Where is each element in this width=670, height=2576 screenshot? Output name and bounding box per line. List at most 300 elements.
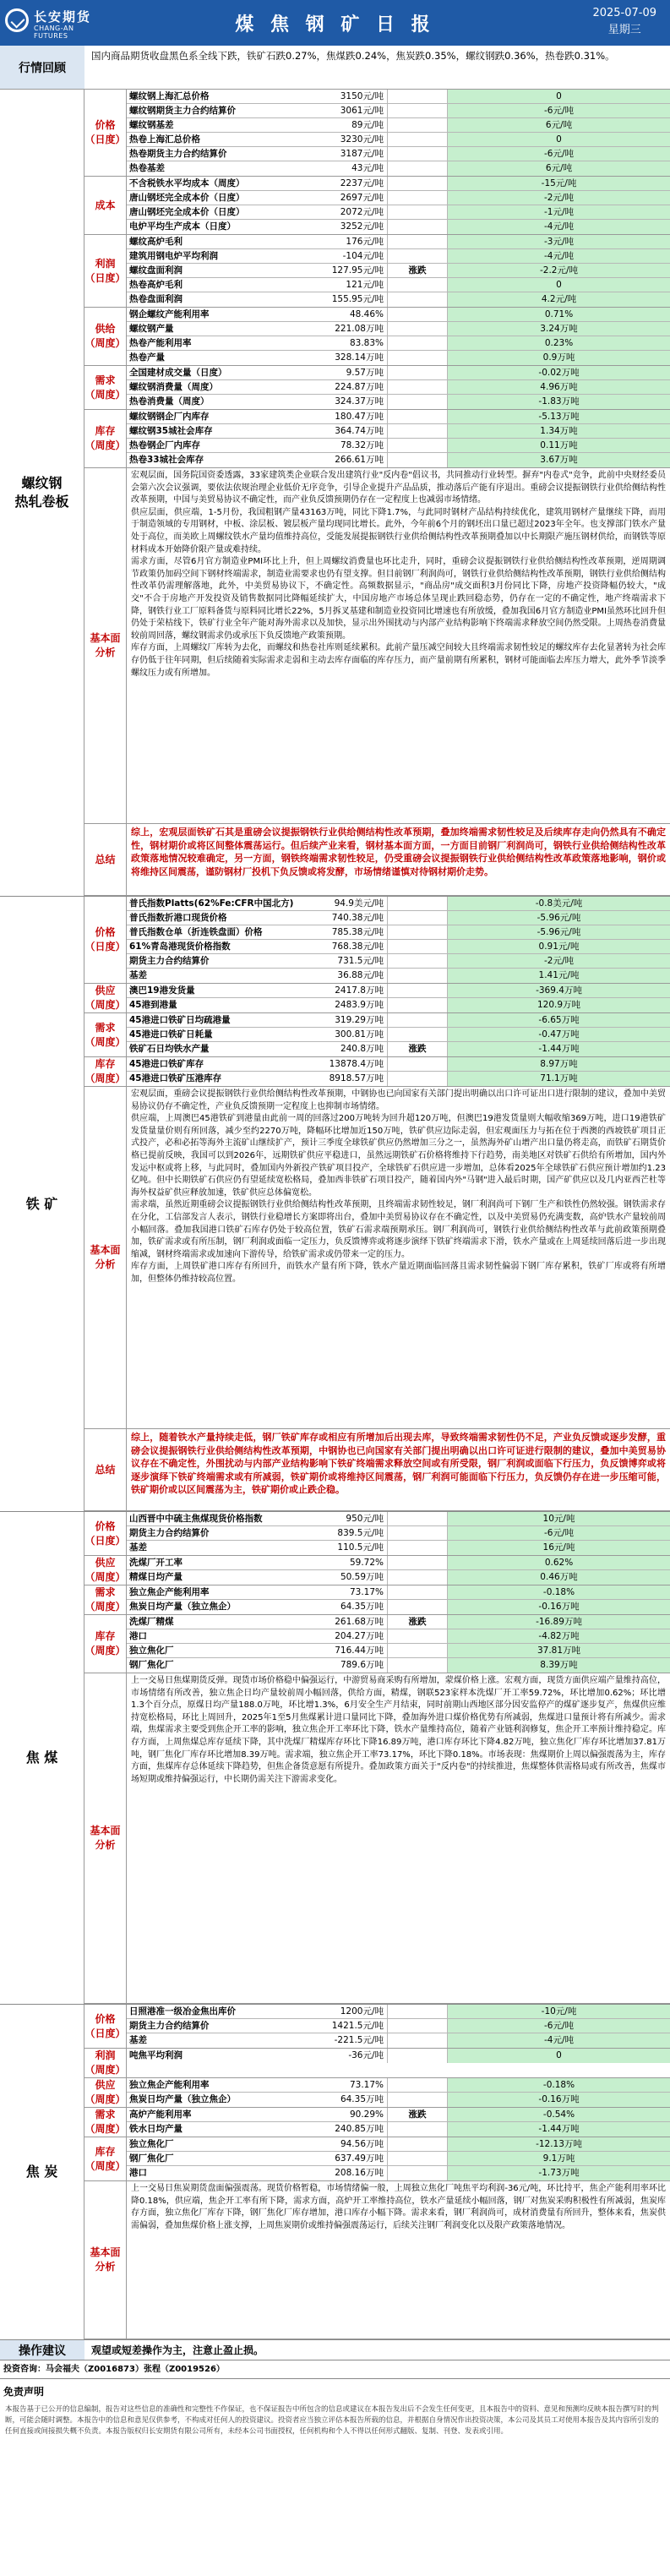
indicator-value: 2697元/吨	[340, 193, 384, 203]
indicator-name: 螺纹钢35城社会库存	[129, 426, 213, 436]
indicator-change: -6元/吨	[448, 147, 670, 161]
indicator-name: 普氏指数折港口现货价格	[129, 913, 227, 923]
section-body-coke	[84, 2005, 670, 2339]
indicator-name: 高炉产能利用率	[129, 2109, 192, 2120]
indicator-change: 3.67万吨	[448, 453, 670, 467]
indicator-name: 钢厂焦化厂	[129, 1660, 174, 1670]
indicator-value: 94.9美元/吨	[334, 898, 384, 909]
indicator-name: 45港进口铁矿压港库存	[129, 1073, 222, 1083]
summary-label: 总结	[84, 1429, 127, 1510]
summary-block	[84, 824, 670, 896]
indicator-change: -6元/吨	[448, 1526, 670, 1540]
indicator-value: 43元/吨	[351, 163, 384, 173]
analysis-paragraph: 宏观层面，重磅会议提振钢铁行业供给侧结构性改革预期，中钢协也已向国家有关部门提出明确以出口许可证出口进行限制的建议，叠加中美贸易协议仍存不确定性，产业负反馈预期一定程度上也抑制市场情绪。	[131, 1089, 666, 1111]
section-body-steel	[84, 90, 670, 896]
indicator-change: 3.24万吨	[448, 322, 670, 336]
indicator-name: 普氏指数Platts(62%Fe:CFR中国北方)	[129, 898, 294, 909]
indicator-value: 176元/吨	[346, 237, 384, 247]
indicator-value: 839.5元/吨	[337, 1528, 384, 1538]
change-column-label	[387, 1057, 448, 1071]
change-column-label	[387, 1072, 448, 1086]
indicator-value: 2483.9万吨	[335, 1000, 384, 1010]
indicator-change: -0.54%	[448, 2108, 670, 2121]
change-column-label	[387, 249, 448, 263]
indicator-change: -6元/吨	[448, 104, 670, 117]
analysis-text	[127, 468, 670, 823]
section-steel	[0, 90, 670, 897]
data-group-rows	[127, 1585, 670, 1614]
indicator-change: 1.34万吨	[448, 424, 670, 438]
analysis-paragraph: 库存方面，上周螺纹厂库转为去化，而螺纹和热卷社库则延续累积。此前产量压减空间较大且终端需求韧性较足的螺纹库存去化显著转为社会库存仍低于往年同期，但后续随着实际需求走弱和主动去库存面临的库存压力，而产量前期有所累积，钢材可能面临去库压力增大，此外季节淡季螺纹压力或有所增加。	[131, 643, 666, 678]
indicator-change: -0.02万吨	[448, 366, 670, 379]
change-column-label	[387, 911, 448, 925]
change-column-label	[387, 453, 448, 467]
indicator-name: 螺纹钢产量	[129, 324, 174, 334]
indicator-value: 364.74万吨	[335, 426, 384, 436]
data-group	[84, 2078, 670, 2108]
data-group	[84, 1585, 670, 1615]
change-column-label	[387, 2033, 448, 2048]
data-group-rows	[127, 90, 670, 176]
summary-text: 综上，随着铁水产量持续走低，钢厂铁矿库存或相应有所增加后出现去库，导致终端需求韧性仍不足，产业负反馈或逐步发酵，重磅会议提振钢铁行业供给侧结构性改革预期，中钢协也已向国家有关部门提出明确以出口许可证进行限制的建议，叠加中美贸易协议存在不确定性，外围扰动与内部产业结构影响下铁矿终端需求释放空间或有所受限，钢厂利润或面临下行压力，负反馈博弈或将逐步演绎下铁矿终端需求或有所减弱，铁矿期价或将维持区间震荡，钢厂利润可能面临下行压力，负反馈仍存在进一步压缩可能，铁矿期价或以区间震荡为主，铁矿期价或止跌企稳。	[131, 1432, 666, 1495]
indicator-name: 45港进口铁矿库存	[129, 1059, 204, 1069]
analysis-label: 基本面 分析	[84, 1673, 127, 2003]
indicator-name: 不含税铁水平均成本（周度）	[129, 178, 245, 188]
indicator-name: 港口	[129, 2168, 147, 2178]
data-group	[84, 984, 670, 1013]
data-group-rows	[127, 1013, 670, 1056]
data-row	[127, 453, 670, 467]
indicator-name: 日照港准一级冶金焦出库价	[129, 2006, 236, 2017]
indicator-name: 洗煤厂开工率	[129, 1558, 182, 1568]
data-row	[127, 2166, 670, 2180]
indicator-change: -3元/吨	[448, 235, 670, 248]
data-group-label: 利润 （周度）	[84, 2049, 126, 2076]
indicator-value: 328.14万吨	[335, 352, 384, 363]
indicator-change: -5.96元/吨	[448, 911, 670, 925]
indicator-change: 37.81万吨	[448, 1644, 670, 1657]
change-column-label	[387, 292, 448, 307]
data-row	[127, 2049, 670, 2063]
data-row	[127, 1629, 670, 1644]
indicator-change: 10元/吨	[448, 1512, 670, 1525]
indicator-change: -12.13万吨	[448, 2137, 670, 2151]
indicator-value: 36.88元/吨	[337, 970, 384, 980]
indicator-change: 9.1万吨	[448, 2152, 670, 2165]
indicator-name: 钢厂焦化厂	[129, 2153, 174, 2164]
data-row	[127, 205, 670, 220]
indicator-change: 0	[448, 133, 670, 146]
data-group-label: 供应 （周度）	[84, 985, 126, 1011]
data-row	[127, 147, 670, 161]
data-row	[127, 2108, 670, 2122]
indicator-change: -369.4万吨	[448, 984, 670, 997]
data-row	[127, 410, 670, 424]
indicator-name: 热卷基差	[129, 163, 165, 173]
indicator-change: -0.8美元/吨	[448, 897, 670, 910]
indicator-name: 螺纹钢基差	[129, 120, 174, 130]
indicator-change: -16.89万吨	[448, 1615, 670, 1629]
analysis-paragraph: 需求端，虽然近期重磅会议提振钢铁行业供给侧结构性改革预期，且终端需求韧性较足，钢厂利润尚可下钢厂生产和铁性仍然较强。钢铁需求存在分化，工信部发言人表示，钢铁行业稳增长方案即将出台，叠加中美贸易协议存在不确定性，以及中美贸易仍充满变数，高炉铁水产量较前周小幅回落。叠加我国港口铁矿石库存仍处于较高位置，铁矿石需求端预期承压。钢厂利润尚可，钢铁行业供给侧结构性改革与此前政策预期叠加，铁矿需求或有所压制，钢厂利润或面临一定压力，负反馈博弈或将逐步演绎下铁矿终端需求下滑，铁水产量或在上周延续回落后进一步出现缩减，钢材终端需求或加速向下游传导，给铁矿需求或仍带来一定的压力。	[131, 1200, 666, 1259]
indicator-name: 热卷产能利用率	[129, 338, 192, 348]
section-name-coke: 焦 炭	[0, 2005, 84, 2339]
change-column-label	[387, 205, 448, 219]
indicator-name: 螺纹钢期货主力合约结算价	[129, 106, 236, 116]
data-group	[84, 410, 670, 468]
change-column-label	[387, 940, 448, 953]
data-group-label: 库存 （周度）	[84, 410, 127, 467]
data-group-label: 利润 （日度）	[84, 235, 127, 307]
data-row	[127, 1570, 670, 1585]
data-group-label: 需求 （周度）	[84, 1586, 126, 1613]
indicator-value: 94.56万吨	[340, 2139, 384, 2149]
indicator-value: 64.35万吨	[340, 2094, 384, 2104]
indicator-value: 48.46%	[349, 309, 384, 319]
data-group-rows	[127, 366, 670, 409]
report-date-box	[592, 5, 656, 39]
data-row	[127, 380, 670, 395]
analysis-paragraph: 上一交易日焦煤期货反弹。现货市场价格稳中偏强运行，中游贸易商采购有所增加，蒙煤价格上涨。宏观方面，现货方面供应端产量维持高位，市场情绪有所改善，独立焦企日均产量较前周小幅回落，供给方面，精煤，钢联523家样本洗煤厂开工率59.72%，环比增加0.62%；环比增1.3个百分点，原煤日均产量188.0万吨，环比增1.3%，6月安全生产月结束，同时前期山西地区部分因安监停产的煤矿逐步复产，焦煤供应维持宽松格局，环比上周回升，2025年1至5月焦煤累计进口量同比下降，叠加海外进口煤价格优势有所减弱，焦煤进口量预计将有所减少。需求端，焦煤需求主要受到焦企开工率的影响，独立焦企开工率环比下降，铁水产量维持高位，随着产业链利润修复，焦企开工率预计维持稳定。库存方面，上周焦煤总库存延续下降，其中洗煤厂精煤库存环比下降16.89万吨，港口库存环比下降4.82万吨，独立焦化厂库存环比增加37.81万吨，钢厂焦化厂库存环比增加8.39万吨。需求端，独立焦企开工率73.17%，环比下降0.18%。市场表现：焦煤期价上周以偏强震荡为主，库存方面，焦煤库存总体延续下降趋势，但焦企备货意愿有所提升。叠加政策方面关于"反内卷"的持续推进，焦煤整体供需格局或有所改善，焦煤市场短期或维持偏强运行，中长期仍需关注下游需求变化。	[131, 1676, 666, 1784]
market-review-row	[0, 46, 670, 90]
indicator-value: 180.47万吨	[335, 412, 384, 422]
change-column-label	[387, 1028, 448, 1041]
indicator-value: 50.59万吨	[340, 1572, 384, 1582]
data-row	[127, 911, 670, 925]
indicator-name: 全国建材成交量（日度）	[129, 368, 227, 378]
change-column-label	[387, 1600, 448, 1614]
data-row	[127, 2152, 670, 2166]
analyst-contact: 投资咨询：马会福夫（Z0016873）张程（Z0019526）	[0, 2360, 670, 2379]
indicator-name: 基差	[129, 2035, 147, 2045]
indicator-change: 71.1万吨	[448, 1072, 670, 1086]
change-column-label	[387, 2093, 448, 2107]
indicator-change: 0.9万吨	[448, 351, 670, 365]
change-column-label	[387, 147, 448, 161]
data-row	[127, 104, 670, 118]
data-group-rows	[127, 1556, 670, 1585]
data-row	[127, 161, 670, 176]
indicator-change: 4.2元/吨	[448, 292, 670, 307]
change-column-label	[387, 322, 448, 336]
change-column-label	[387, 439, 448, 452]
data-row	[127, 249, 670, 264]
data-group	[84, 1013, 670, 1057]
data-group-label: 需求 （周度）	[84, 1013, 127, 1056]
change-column-label	[387, 1644, 448, 1657]
data-row	[127, 1057, 670, 1072]
indicator-name: 建筑用钢电炉平均利润	[129, 251, 218, 261]
analysis-label: 基本面 分析	[84, 1087, 127, 1428]
disclaimer-text: 本报告基于已公开的信息编制，报告对这些信息的准确性和完整性不作保证，也不保证报告中所包含的信息或建议在本报告发出后不会发生任何变更，且本报告中的资料、意见和预测均反映本报告撰写时的判断，可能会随时调整。本报告中的信息和意见仅供参考，不构成对任何人的投资建议。投资者应当独立评估本报告所载的信息，并根据自身情况作出投资决策，本公司及其员工对使用本报告及其内容所引发的任何直接或间接损失概不负责。本报告版权归长安期货有限公司所有，未经本公司书面授权，任何机构和个人不得以任何形式翻版、复制、刊登、发表或引用。	[5, 2405, 659, 2436]
data-group-label: 库存 （周度）	[84, 1058, 126, 1084]
change-column-label	[387, 1541, 448, 1555]
indicator-name: 热卷消费量（周度）	[129, 396, 210, 407]
indicator-name: 螺纹钢上海汇总价格	[129, 91, 210, 101]
change-column-label	[387, 954, 448, 968]
data-row	[127, 1615, 670, 1629]
data-row	[127, 177, 670, 191]
market-review-text: 国内商品期货收盘黑色系全线下跌，铁矿石跌0.27%，焦煤跌0.24%，焦炭跌0.35%，螺纹钢跌0.36%，热卷跌0.31%。	[91, 50, 615, 62]
section-coke	[0, 2005, 670, 2340]
change-column-label	[387, 104, 448, 117]
data-row	[127, 2078, 670, 2093]
section-coal	[0, 1512, 670, 2005]
data-group	[84, 308, 670, 366]
indicator-value: 89元/吨	[351, 120, 384, 130]
section-name-ore: 铁 矿	[0, 897, 84, 1511]
indicator-change: 0.62%	[448, 1556, 670, 1569]
indicator-name: 铁矿石日均铁水产量	[129, 1044, 210, 1054]
data-group	[84, 366, 670, 410]
data-group	[84, 2005, 670, 2049]
logo-cn: 长安期货	[34, 9, 92, 25]
indicator-value: 768.38元/吨	[331, 941, 384, 952]
indicator-value: 266.61万吨	[335, 455, 384, 465]
operation-advice-label: 操作建议	[0, 2340, 84, 2360]
data-group-rows	[127, 1057, 670, 1086]
analysis-block	[84, 468, 670, 824]
data-group-label: 价格 （日度）	[84, 90, 127, 176]
data-row	[127, 439, 670, 453]
indicator-name: 45港到港量	[129, 1000, 177, 1010]
data-row	[127, 395, 670, 409]
indicator-name: 45港进口铁矿日耗量	[129, 1029, 213, 1040]
indicator-value: 1200元/吨	[340, 2006, 384, 2017]
data-row	[127, 191, 670, 205]
change-column-label	[387, 2122, 448, 2137]
analysis-text	[127, 1673, 670, 2003]
data-row	[127, 1585, 670, 1600]
indicator-change: -5.96元/吨	[448, 925, 670, 939]
indicator-value: 319.29万吨	[335, 1015, 384, 1025]
logo-en: CHANG-AN FUTURES	[34, 25, 74, 40]
indicator-change: -4元/吨	[448, 249, 670, 263]
change-column-label	[387, 2078, 448, 2092]
section-body-coal	[84, 1512, 670, 2004]
indicator-value: 1421.5元/吨	[331, 2021, 384, 2031]
data-group-label: 成本	[84, 177, 127, 234]
section-ore	[0, 897, 670, 1512]
change-column-label	[387, 925, 448, 939]
indicator-value: -221.5元/吨	[334, 2035, 384, 2045]
data-group-rows	[127, 177, 670, 234]
indicator-change: -5.13万吨	[448, 410, 670, 423]
data-group-rows	[127, 235, 670, 307]
data-group-label: 供应 （周度）	[84, 2079, 126, 2105]
indicator-change: -4元/吨	[448, 220, 670, 234]
indicator-change: 0.46万吨	[448, 1570, 670, 1585]
indicator-change: -6元/吨	[448, 2019, 670, 2033]
data-row	[127, 308, 670, 322]
indicator-change: -0.47万吨	[448, 1028, 670, 1041]
data-group	[84, 177, 670, 235]
data-row	[127, 264, 670, 278]
data-group-label: 库存 （周度）	[84, 2137, 127, 2180]
indicator-change: -1.83万吨	[448, 395, 670, 409]
indicator-change: 16元/吨	[448, 1541, 670, 1555]
indicator-change: 0	[448, 90, 670, 103]
indicator-value: 789.6万吨	[340, 1660, 384, 1670]
indicator-name: 基差	[129, 970, 147, 980]
indicator-value: 785.38元/吨	[331, 927, 384, 937]
data-row	[127, 424, 670, 439]
indicator-change: -0.16万吨	[448, 2093, 670, 2107]
indicator-value: 3150元/吨	[340, 91, 384, 101]
indicator-change: -0.18%	[448, 1585, 670, 1599]
indicator-value: 121元/吨	[346, 280, 384, 290]
indicator-change: -4元/吨	[448, 2033, 670, 2048]
indicator-name: 期货主力合约结算价	[129, 956, 210, 966]
data-group-rows	[127, 2137, 670, 2180]
change-column-label	[387, 1526, 448, 1540]
data-row	[127, 351, 670, 365]
indicator-value: 90.29%	[349, 2109, 384, 2120]
indicator-name: 焦炭日均产量（独立焦企）	[129, 1602, 236, 1612]
data-row	[127, 1600, 670, 1614]
data-group	[84, 2137, 670, 2181]
indicator-value: 240.85万吨	[335, 2124, 384, 2134]
analysis-paragraph: 需求方面，尽管6月官方制造业PMI环比上升，但上周螺纹消费量也环比走升，同时，重磅会议提振钢铁行业供给侧结构性改革预期，逆周期调节政策仍加码空间下钢材终端需求，制造业需要求也仍有望支撑。但目前钢厂利润尚可，钢铁行业供给侧结构性改革预期，钢铁行业供给侧结构性改革仍需理解落地，此外，中美贸易协议下，不确定性。高频数据显示，"商品房"成交面积3月份同比下降，房地产投资降幅仍较大，"成交"不合于房地产开发投资及销售数据同比降幅延续扩大，中国房地产市场总体呈现止跌回稳态势，仍存在一定的不确定性，地产终端需求下降，钢铁行业工厂原料备货与原料同比增长22%，5月拆叉基建和制造业投资同比增速也有所放缓，叠加我国6月官方制造业PMI虽然环比回升但仍处于荣枯线下，铁矿行业全年产能对海外需求以及加快，显示出外围扰动与内部产业结构影响下终端需求释放空间仍然受限。上周热卷消费量较前周回落，螺纹钢需求仍或承压下负反馈地产政策预期。	[131, 557, 666, 641]
indicator-value: 127.95元/吨	[331, 265, 384, 276]
data-group	[84, 1615, 670, 1673]
change-column-label	[387, 90, 448, 103]
indicator-value: 59.72%	[349, 1558, 384, 1568]
indicator-value: 261.68万吨	[335, 1617, 384, 1627]
indicator-value: 2072元/吨	[340, 207, 384, 217]
indicator-value: 204.27万吨	[335, 1631, 384, 1641]
data-row	[127, 278, 670, 292]
indicator-name: 焦炭日均产量（独立焦企）	[129, 2094, 236, 2104]
data-row	[127, 969, 670, 983]
change-column-label: 涨跌	[387, 1615, 448, 1629]
report-date: 2025-07-09	[592, 7, 656, 19]
disclaimer-title: 免责声明	[3, 2386, 45, 2398]
indicator-value: 716.44万吨	[335, 1645, 384, 1656]
indicator-name: 精煤日均产量	[129, 1572, 182, 1582]
indicator-value: 9.57万吨	[346, 368, 384, 378]
indicator-name: 热卷高炉毛利	[129, 280, 182, 290]
indicator-value: 240.8万吨	[340, 1044, 384, 1054]
summary-block	[84, 1429, 670, 1511]
indicator-change: 8.39万吨	[448, 1658, 670, 1673]
analysis-block	[84, 1673, 670, 2004]
indicator-name: 唐山钢坯完全成本价（日度）	[129, 193, 245, 203]
change-column-label	[387, 410, 448, 423]
change-column-label	[387, 366, 448, 379]
change-column-label	[387, 1512, 448, 1525]
indicator-name: 钢企螺纹产能利用率	[129, 309, 210, 319]
change-column-label	[387, 2166, 448, 2180]
data-group	[84, 90, 670, 177]
data-row	[127, 235, 670, 249]
data-group-rows	[127, 1615, 670, 1673]
indicator-name: 热卷盘面利润	[129, 294, 182, 304]
data-group-rows	[127, 1512, 670, 1555]
data-row	[127, 2137, 670, 2152]
indicator-value: 221.08万吨	[335, 324, 384, 334]
indicator-change: -1.44万吨	[448, 1042, 670, 1056]
data-row	[127, 2093, 670, 2107]
indicator-name: 期货主力合约结算价	[129, 1528, 210, 1538]
data-group-label: 价格 （日度）	[84, 897, 127, 983]
indicator-name: 螺纹钢消费量（周度）	[129, 382, 218, 392]
data-group	[84, 1057, 670, 1087]
data-row	[127, 133, 670, 147]
change-column-label	[387, 235, 448, 248]
market-review-label: 行情回顾	[0, 46, 84, 89]
indicator-name: 基差	[129, 1542, 147, 1553]
change-column-label	[387, 351, 448, 365]
report-weekday: 星期三	[607, 24, 641, 36]
data-row	[127, 998, 670, 1012]
indicator-value: 110.5元/吨	[337, 1542, 384, 1553]
data-row	[127, 1526, 670, 1541]
indicator-change: 8.97万吨	[448, 1057, 670, 1071]
change-column-label	[387, 118, 448, 132]
indicator-value: 637.49万吨	[335, 2153, 384, 2164]
change-column-label	[387, 2152, 448, 2165]
data-group-label: 价格 （日度）	[84, 2005, 127, 2048]
indicator-value: 3187元/吨	[340, 149, 384, 159]
indicator-change: -0.18%	[448, 2078, 670, 2092]
section-body-ore	[84, 897, 670, 1511]
operation-advice-row	[0, 2340, 670, 2360]
change-column-label	[387, 220, 448, 234]
change-column-label	[387, 969, 448, 983]
indicator-name: 澳巴19港发货量	[129, 985, 195, 996]
change-column-label	[387, 1013, 448, 1027]
report-header	[0, 0, 670, 46]
indicator-value: 2417.8万吨	[335, 985, 384, 996]
data-row	[127, 292, 670, 307]
data-group-label: 价格 （日度）	[84, 1512, 127, 1555]
indicator-value: 950元/吨	[346, 1514, 384, 1524]
data-row	[127, 2005, 670, 2019]
indicator-name: 吨焦平均利润	[129, 2050, 182, 2060]
indicator-name: 电炉平均生产成本（日度）	[129, 221, 236, 232]
indicator-change: 0.11万吨	[448, 439, 670, 452]
analysis-text	[127, 2181, 670, 2339]
data-row	[127, 1541, 670, 1555]
data-group-rows	[127, 2108, 670, 2137]
indicator-change: 0	[448, 278, 670, 292]
indicator-name: 热卷期货主力合约结算价	[129, 149, 227, 159]
data-row	[127, 336, 670, 351]
indicator-name: 港口	[129, 1631, 147, 1641]
indicator-value: 3061元/吨	[340, 106, 384, 116]
indicator-name: 期货主力合约结算价	[129, 2021, 210, 2031]
change-column-label	[387, 424, 448, 438]
data-row	[127, 1028, 670, 1042]
sections-container	[0, 90, 670, 2340]
data-group-label: 供应 （周度）	[84, 1557, 126, 1583]
indicator-change: 0.71%	[448, 308, 670, 321]
indicator-name: 山西晋中中硫主焦煤现货价格指数	[129, 1514, 263, 1524]
data-group-label: 需求 （周度）	[84, 2109, 126, 2135]
indicator-name: 洗煤厂精煤	[129, 1617, 174, 1627]
indicator-value: 324.37万吨	[335, 396, 384, 407]
indicator-change: -6.65万吨	[448, 1013, 670, 1027]
change-column-label	[387, 1556, 448, 1569]
change-column-label	[387, 395, 448, 409]
indicator-change: -1元/吨	[448, 205, 670, 219]
data-group-rows	[127, 308, 670, 365]
indicator-change: 120.9万吨	[448, 998, 670, 1012]
data-group	[84, 2049, 670, 2078]
indicator-change: -2元/吨	[448, 191, 670, 205]
change-column-label	[387, 897, 448, 910]
indicator-name: 独立焦企产能利用率	[129, 2080, 210, 2090]
